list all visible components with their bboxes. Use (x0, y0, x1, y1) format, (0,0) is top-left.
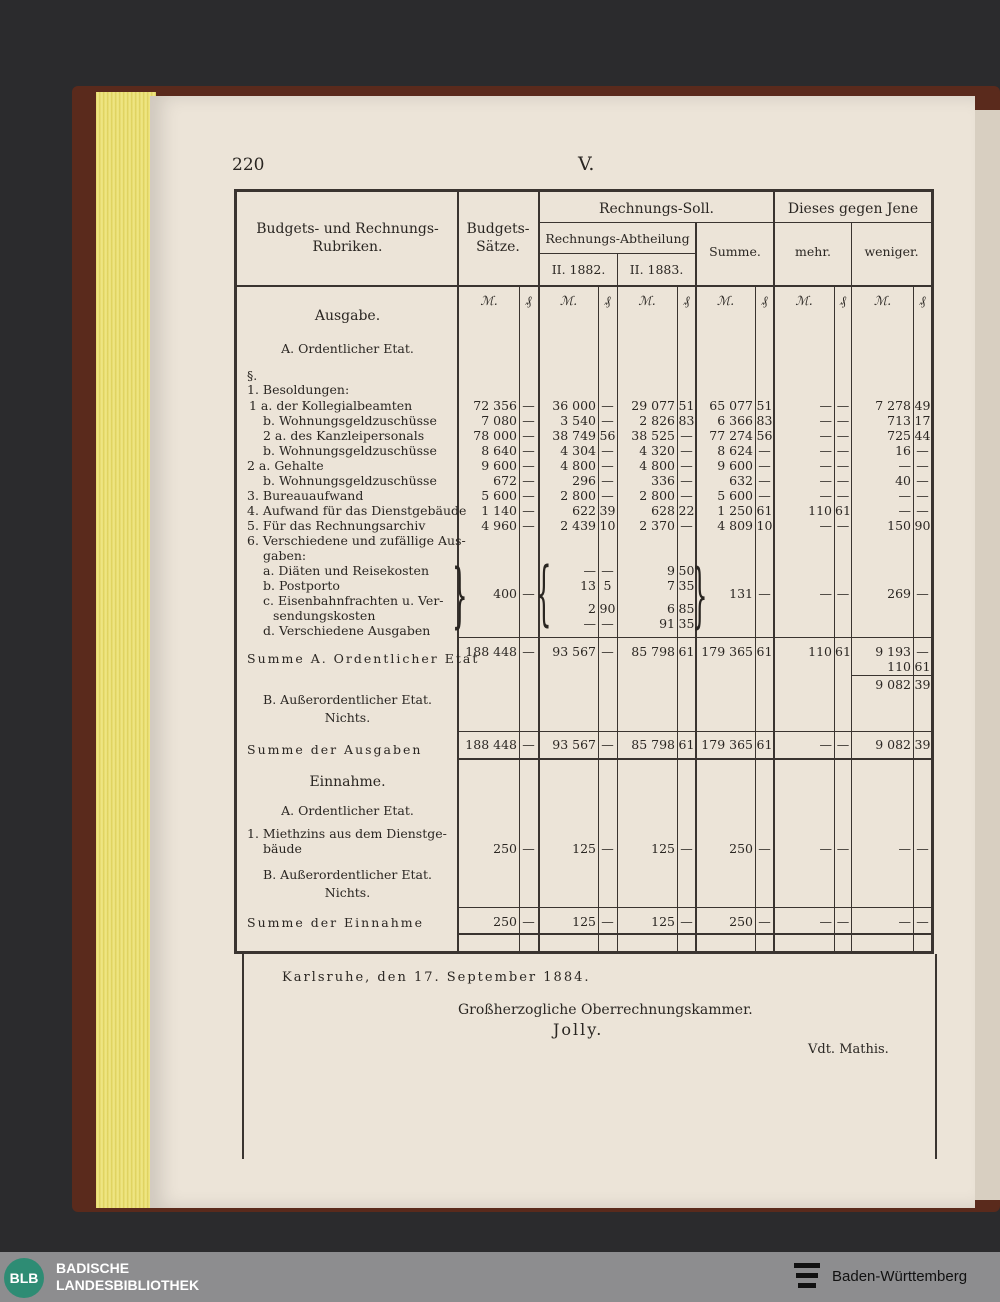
table-cell: — (898, 503, 911, 518)
table-cell: 3 540 (560, 413, 596, 428)
table-cell: 110 (808, 503, 832, 518)
table-cell: 61 (914, 659, 931, 674)
table-cell: 61 (835, 503, 851, 518)
label-row: 2 a. Gehalte (247, 458, 324, 473)
table-cell: 17 (914, 413, 931, 428)
table-cell: 61 (756, 503, 773, 518)
table-cell: — (836, 473, 850, 488)
table-cell: — (522, 518, 535, 533)
header-1882: II. 1882. (551, 262, 606, 277)
label-summe-einnahme: Summe der Einnahme (247, 915, 425, 930)
table-cell: — (819, 443, 832, 458)
table-cell: — (916, 488, 929, 503)
table-cell: 672 (493, 473, 517, 488)
label-row: sendungskosten (273, 608, 376, 623)
unit-mark: ℳ. (873, 293, 892, 308)
unit-pf: ₰ (919, 293, 926, 308)
table-cell: 85 798 (631, 737, 675, 752)
section-ord-etat: A. Ordentlicher Etat. (281, 341, 414, 356)
table-cell: — (836, 488, 850, 503)
label-row: 1 a. der Kollegialbeamten (249, 398, 413, 413)
table-cell: 9 600 (481, 458, 517, 473)
table-cell: 622 (572, 503, 596, 518)
table-cell: 49 (914, 398, 931, 413)
table-cell: — (819, 473, 832, 488)
table-cell: 38 749 (552, 428, 596, 443)
margin-rule-right (935, 954, 937, 1159)
table-cell: — (680, 473, 693, 488)
unit-mark: ℳ. (559, 293, 578, 308)
table-cell: 38 525 (631, 428, 675, 443)
table-cell: 39 (599, 503, 616, 518)
unit-pf: ₰ (761, 293, 768, 308)
table-cell: 110 (808, 644, 832, 659)
table-cell: 4 809 (717, 518, 753, 533)
table-cell: 10 (756, 518, 773, 533)
paragraph-sign: §. (247, 368, 258, 383)
library-line-2: LANDESBIBLIOTHEK (56, 1277, 200, 1293)
table-cell: 250 (493, 914, 517, 929)
table-cell: — (522, 473, 535, 488)
table-cell: 35 (678, 616, 695, 631)
table-cell: 56 (599, 428, 616, 443)
table-cell: 9 193 (875, 644, 911, 659)
row-divider (538, 253, 696, 254)
table-cell: 91 (659, 616, 675, 631)
header-col1-line1: Budgets- und Rechnungs- (256, 221, 439, 237)
table-cell: 5 (603, 578, 612, 593)
table-cell: 125 (651, 841, 675, 856)
table-cell: 85 (678, 601, 695, 616)
table-cell: 61 (756, 737, 773, 752)
table-cell: — (601, 398, 614, 413)
table-cell: 78 000 (473, 428, 517, 443)
table-cell: 4 800 (639, 458, 675, 473)
unit-pf: ₰ (525, 293, 532, 308)
table-cell: 72 356 (473, 398, 517, 413)
unit-mark: ℳ. (795, 293, 813, 308)
header-weniger: weniger. (864, 244, 919, 259)
table-cell: — (916, 644, 929, 659)
table-cell: — (916, 586, 929, 601)
label-besoldungen: 1. Besoldungen: (247, 382, 350, 397)
table-cell: — (836, 914, 850, 929)
vdt-signature: Vdt. Mathis. (808, 1042, 889, 1057)
table-cell: 2 370 (639, 518, 675, 533)
table-cell: 10 (599, 518, 616, 533)
table-cell: — (836, 518, 850, 533)
brace-left: } (452, 554, 468, 636)
table-cell: — (583, 616, 596, 631)
table-cell: 632 (729, 473, 753, 488)
header-col2-line2: Sätze. (476, 239, 520, 255)
table-cell: — (522, 488, 535, 503)
header-col2-line1: Budgets- (466, 221, 530, 237)
table-cell: 2 439 (560, 518, 596, 533)
table-cell: — (680, 518, 693, 533)
table-cell: — (758, 586, 771, 601)
table-cell: — (758, 458, 771, 473)
table-cell: — (898, 841, 911, 856)
table-cell: — (819, 586, 832, 601)
row-divider (851, 675, 931, 676)
table-cell: 39 (914, 737, 931, 752)
table-cell: — (916, 914, 929, 929)
brace-right: } (692, 554, 708, 636)
table-cell: — (680, 841, 693, 856)
table-cell: 400 (493, 586, 517, 601)
unit-mark: ℳ. (716, 293, 735, 308)
table-cell: 296 (572, 473, 596, 488)
table-cell: — (522, 428, 535, 443)
section-ausserord-2: B. Außerordentlicher Etat. (263, 867, 432, 882)
table-cell: 250 (729, 841, 753, 856)
table-cell: 8 624 (717, 443, 753, 458)
table-cell: — (601, 914, 614, 929)
table-cell: — (836, 443, 850, 458)
table-cell: — (522, 841, 535, 856)
table-cell: 6 366 (717, 413, 753, 428)
label-row: bäude (263, 841, 302, 856)
label-row: 1. Miethzins aus dem Dienstge- (247, 826, 447, 841)
label-row: d. Verschiedene Ausgaben (263, 623, 431, 638)
table-cell: 83 (756, 413, 773, 428)
table-cell: — (522, 914, 535, 929)
table-cell: — (898, 458, 911, 473)
table-cell: — (758, 841, 771, 856)
table-cell: 85 798 (631, 644, 675, 659)
row-divider (538, 222, 931, 223)
header-1883: II. 1883. (629, 262, 684, 277)
table-cell: — (601, 737, 614, 752)
table-cell: 36 000 (552, 398, 596, 413)
table-cell: 29 077 (631, 398, 675, 413)
table-cell: 188 448 (465, 644, 517, 659)
table-cell: 16 (895, 443, 911, 458)
table-cell: 5 600 (481, 488, 517, 503)
table-cell: — (680, 914, 693, 929)
table-cell: — (601, 841, 614, 856)
row-divider (457, 758, 931, 760)
lions-coat-of-arms-icon (792, 1260, 822, 1294)
row-divider (457, 907, 931, 908)
table-cell: — (819, 488, 832, 503)
unit-pf: ₰ (604, 293, 611, 308)
table-cell: — (819, 841, 832, 856)
table-cell: — (819, 458, 832, 473)
row-divider (457, 731, 931, 732)
library-line-1: BADISCHE (56, 1260, 130, 1276)
table-cell: 61 (678, 737, 695, 752)
table-cell: — (601, 413, 614, 428)
signature: Jolly. (553, 1020, 604, 1039)
unit-pf: ₰ (839, 293, 847, 308)
label-row: a. Diäten und Reisekosten (263, 563, 429, 578)
table-cell: 179 365 (701, 644, 753, 659)
table-cell: 1 140 (481, 503, 517, 518)
margin-rule-left (242, 954, 244, 1159)
table-cell: — (601, 488, 614, 503)
table-cell: — (916, 841, 929, 856)
table-cell: — (819, 428, 832, 443)
label-row: gaben: (263, 548, 307, 563)
label-row: 2 a. des Kanzleipersonals (263, 428, 425, 443)
table-cell: — (601, 644, 614, 659)
table-cell: 9 082 (875, 737, 911, 752)
unit-mark: ℳ. (480, 293, 498, 308)
table-cell: — (680, 428, 693, 443)
table-cell: 7 278 (875, 398, 911, 413)
table-cell: 50 (678, 563, 695, 578)
table-cell: 150 (887, 518, 911, 533)
header-divider (237, 285, 931, 287)
table-cell: 125 (651, 914, 675, 929)
table-cell: — (601, 616, 614, 631)
table-cell: — (522, 398, 535, 413)
table-cell: — (898, 488, 911, 503)
table-cell: — (601, 473, 614, 488)
place-date: Karlsruhe, den 17. September 1884. (282, 970, 591, 985)
table-cell: 56 (756, 428, 773, 443)
table-cell: 125 (572, 914, 596, 929)
table-cell: 61 (835, 644, 851, 659)
header-summe: Summe. (709, 244, 761, 259)
table-cell: 5 600 (717, 488, 753, 503)
label-row: 6. Verschiedene und zufällige Aus- (247, 533, 466, 548)
label-row: 4. Aufwand für das Dienstgebäude (247, 503, 467, 518)
section-heading: V. (578, 153, 595, 175)
table-cell: 713 (887, 413, 911, 428)
state-name[interactable]: Baden-Württemberg (832, 1268, 968, 1285)
table-cell: 131 (729, 586, 753, 601)
label-row: 5. Für das Rechnungsarchiv (247, 518, 426, 533)
table-cell: 2 (588, 601, 596, 616)
table-cell: 9 600 (717, 458, 753, 473)
table-cell: — (522, 737, 535, 752)
label-row: b. Wohnungsgeldzuschüsse (263, 443, 437, 458)
label-summe-a: Summe A. Ordentlicher Etat (247, 651, 480, 666)
label-row: b. Postporto (263, 578, 340, 593)
table-cell: 40 (895, 473, 911, 488)
table-cell: 61 (756, 644, 773, 659)
table-cell: 93 567 (552, 644, 596, 659)
table-cell: — (916, 443, 929, 458)
table-cell: — (522, 586, 535, 601)
table-cell: 9 (667, 563, 675, 578)
table-cell: 35 (678, 578, 695, 593)
table-cell: — (916, 473, 929, 488)
table-cell: — (836, 737, 850, 752)
library-name[interactable] (56, 1260, 199, 1294)
table-cell: 6 (667, 601, 675, 616)
table-cell: 51 (756, 398, 773, 413)
table-cell: — (758, 443, 771, 458)
table-cell: — (680, 458, 693, 473)
table-cell: 188 448 (465, 737, 517, 752)
table-cell: 250 (493, 841, 517, 856)
col-divider (851, 222, 852, 951)
table-cell: — (680, 488, 693, 503)
table-cell: 2 800 (560, 488, 596, 503)
label-nichts-2: Nichts. (324, 885, 371, 900)
table-cell: — (819, 518, 832, 533)
table-cell: 7 (667, 578, 675, 593)
table-cell: 51 (678, 398, 695, 413)
label-summe-ausgaben: Summe der Ausgaben (247, 742, 423, 757)
header-abtheilung: Rechnungs-Abtheilung (545, 231, 690, 246)
table-cell: 13 (580, 578, 596, 593)
office-name: Großherzogliche Oberrechnungskammer. (458, 1002, 753, 1018)
table-cell: — (819, 914, 832, 929)
table-cell: 2 826 (639, 413, 675, 428)
table-cell: — (819, 413, 832, 428)
table-cell: 93 567 (552, 737, 596, 752)
blb-logo[interactable]: BLB (4, 1258, 44, 1298)
table-cell: — (601, 458, 614, 473)
table-cell: — (601, 443, 614, 458)
table-cell: 628 (651, 503, 675, 518)
table-cell: 22 (678, 503, 695, 518)
table-cell: — (758, 914, 771, 929)
table-cell: — (583, 563, 596, 578)
table-cell: 1 250 (717, 503, 753, 518)
table-cell: — (522, 644, 535, 659)
table-cell: — (522, 458, 535, 473)
table-cell: — (819, 398, 832, 413)
table-cell: 65 077 (709, 398, 753, 413)
header-soll: Rechnungs-Soll. (598, 201, 715, 217)
page-number: 220 (232, 155, 265, 175)
row-divider (457, 933, 931, 935)
table-cell: 269 (887, 586, 911, 601)
table-cell: 90 (914, 518, 931, 533)
table-cell: 110 (887, 659, 911, 674)
header-col1-line2: Rubriken. (312, 239, 383, 255)
table-cell: — (758, 473, 771, 488)
table-cell: — (522, 503, 535, 518)
table-cell: — (836, 586, 850, 601)
section-einnahme: Einnahme. (309, 774, 386, 790)
table-cell: 83 (678, 413, 695, 428)
table-cell: 4 800 (560, 458, 596, 473)
table-cell: 77 274 (709, 428, 753, 443)
header-gegen: Dieses gegen Jene (787, 201, 919, 217)
header-mehr: mehr. (795, 244, 831, 259)
table-cell: 2 800 (639, 488, 675, 503)
page-edges (96, 92, 156, 1208)
label-row: b. Wohnungsgeldzuschüsse (263, 473, 437, 488)
table-cell: 336 (651, 473, 675, 488)
table-cell: — (898, 914, 911, 929)
table-cell: 4 320 (639, 443, 675, 458)
table-cell: — (836, 841, 850, 856)
table-cell: 7 080 (481, 413, 517, 428)
table-cell: 90 (599, 601, 616, 616)
table-cell: 44 (914, 428, 931, 443)
table-cell: 61 (678, 644, 695, 659)
table-cell: — (836, 398, 850, 413)
table-cell: 8 640 (481, 443, 517, 458)
table-cell: — (916, 458, 929, 473)
table-cell: 39 (914, 677, 931, 692)
label-row: c. Eisenbahnfrachten u. Ver- (263, 593, 444, 608)
table-cell: 725 (887, 428, 911, 443)
table-cell: — (522, 443, 535, 458)
unit-pf: ₰ (683, 293, 690, 308)
table-cell: — (758, 488, 771, 503)
table-cell: 250 (729, 914, 753, 929)
brace-open: { (536, 552, 552, 634)
table-cell: 9 082 (875, 677, 911, 692)
table-cell: — (680, 443, 693, 458)
table-cell: — (522, 413, 535, 428)
table-cell: 4 304 (560, 443, 596, 458)
table-cell: — (836, 458, 850, 473)
label-nichts: Nichts. (324, 710, 371, 725)
table-cell: — (836, 413, 850, 428)
row-divider (457, 637, 931, 638)
table-cell: 4 960 (481, 518, 517, 533)
label-row: b. Wohnungsgeldzuschüsse (263, 413, 437, 428)
table-cell: — (836, 428, 850, 443)
table-cell: 125 (572, 841, 596, 856)
section-ausserord: B. Außerordentlicher Etat. (263, 692, 432, 707)
section-ausgabe: Ausgabe. (314, 308, 381, 324)
unit-mark: ℳ. (638, 293, 656, 308)
table-cell: — (916, 503, 929, 518)
section-ord-etat-2: A. Ordentlicher Etat. (281, 803, 414, 818)
label-row: 3. Bureauaufwand (247, 488, 364, 503)
table-cell: — (819, 737, 832, 752)
table-cell: 179 365 (701, 737, 753, 752)
table-cell: — (601, 563, 614, 578)
